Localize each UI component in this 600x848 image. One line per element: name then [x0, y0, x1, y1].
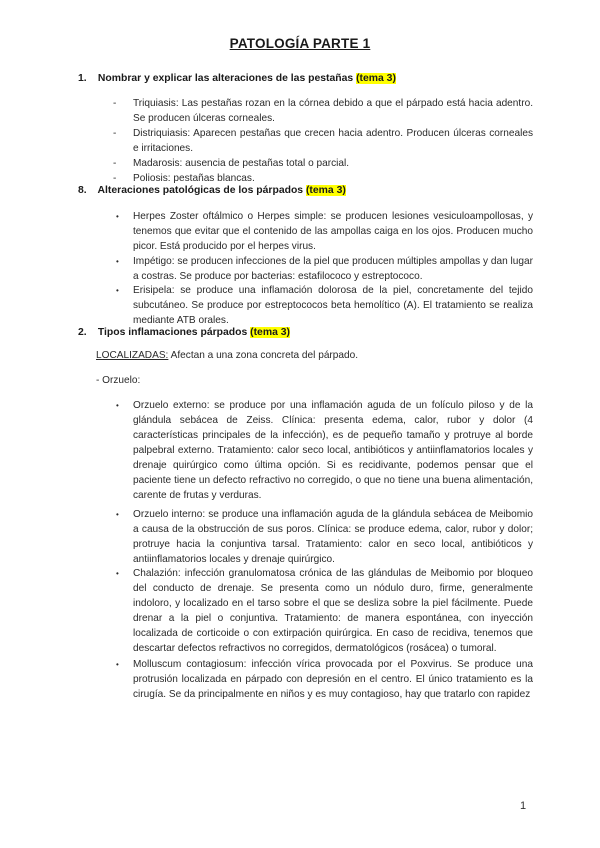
dot-bullet: •: [116, 286, 119, 295]
list-item-impetigo: Impétigo: se producen infecciones de la piel que producen múltiples ampollas y dan lugar a costras. Se produce por bacterias: estafilococo y estreptococo.: [133, 256, 533, 282]
dash-bullet: -: [113, 98, 117, 109]
dot-bullet: •: [116, 660, 119, 669]
section-heading-8: [78, 185, 346, 196]
dot-bullet: •: [116, 212, 119, 221]
dash-bullet: -: [113, 158, 117, 169]
subheading-text: Afectan a una zona concreta del párpado.: [168, 350, 359, 361]
section-heading-1: [78, 73, 396, 84]
list-item-orzuelo-interno: Orzuelo interno: se produce una inflamación aguda de la glándula sebácea de Meibomio a causa de la obstrucción de sus poros. Clínica: se produce edema, calor, rubor y dolor; protruye hacia la conjuntiva tarsal. Tratamiento: calor en seco local, antibióticos y antiinflamatorios locales y drenaje quirúrgico.: [133, 509, 533, 565]
section-title: Nombrar y explicar las alteraciones de las pestañas: [97, 73, 354, 84]
section-number: 8.: [78, 185, 87, 196]
list-item-poliosis: Poliosis: pestañas blancas.: [133, 173, 255, 184]
dot-bullet: •: [116, 569, 119, 578]
list-item-herpes: Herpes Zoster oftálmico o Herpes simple: se producen lesiones vesiculoampollosas, y tenemos que evitar que el contenido de las ampollas caiga en los ojos. Producen mucho picor. Está producido por el herpes virus.: [133, 211, 533, 252]
list-item-molluscum: Molluscum contagiosum: infección vírica provocada por el Poxvirus. Se produce una protrusión localizada en párpado con depresión en el centro. El único tratamiento es la cirugía. Se da principalmente en niños y es muy contagioso, hay que tratarlo con rapidez: [133, 659, 533, 700]
orzuelo-label: - Orzuelo:: [96, 375, 141, 386]
dot-bullet: •: [116, 401, 119, 410]
topic-tag: (tema 3): [356, 73, 396, 84]
dash-bullet: -: [113, 128, 117, 139]
localizadas-line: [96, 350, 358, 361]
section-title: Alteraciones patológicas de los párpados: [97, 185, 304, 196]
list-item-distriquiasis: Distriquiasis: Aparecen pestañas que crecen hacia adentro. Producen úlceras corneales e irritaciones.: [133, 128, 533, 154]
list-item-chalazion: Chalazión: infección granulomatosa crónica de las glándulas de Meibomio por bloqueo del conducto de drenaje. Se presenta como un nódulo duro, firme, generalmente indoloro, y localizado en el tarso sobre el que se desliza sobre la piel fácilmente. Puede drenar a la piel o conjuntiva. Tratamiento: de manera espontánea, con inyección localizada de corticoide o con extirpación quirúrgica. En caso de recidiva, tenemos que descartar defectos refractivos no corregidos, dermatológicos (rosácea) o tumoral.: [133, 568, 533, 654]
section-title: Tipos inflamaciones párpados: [97, 327, 248, 338]
section-number: 1.: [78, 73, 87, 84]
dot-bullet: •: [116, 510, 119, 519]
list-item-madarosis: Madarosis: ausencia de pestañas total o parcial.: [133, 158, 350, 169]
list-item-triquiasis: Triquiasis: Las pestañas rozan en la córnea debido a que el párpado está hacia adentro. Se producen úlceras corneales.: [133, 98, 533, 124]
document-title: PATOLOGÍA PARTE 1: [229, 36, 371, 51]
dash-bullet: -: [113, 173, 117, 184]
page-number: 1: [520, 800, 527, 812]
topic-tag: (tema 3): [305, 185, 346, 196]
topic-tag: (tema 3): [250, 327, 290, 338]
subheading-label: LOCALIZADAS:: [96, 350, 169, 361]
section-heading-2: [78, 327, 290, 338]
list-item-orzuelo-externo: Orzuelo externo: se produce por una inflamación aguda de un folículo piloso y de la glándula sebácea de Zeiss. Clínica: presenta edema, calor, rubor y dolor (4 características principales de la infección), es de pequeño tamaño y protruye al borde palpebral externo. Tratamiento: calor seco local, antibióticos y antiinflamatorios locales y drenaje quirúrgico como última opción. Si es recidivante, podemos pensar que el paciente tiene un defecto refractivo no corregido, o que no tiene una buena alimentación, carente de frutas y verduras.: [133, 400, 533, 501]
list-item-erisipela: Erisipela: se produce una inflamación dolorosa de la piel, concretamente del tejido subcutáneo. Se produce por estreptococos beta hemolítico (A). El tratamiento se realiza mediante ATB orales.: [133, 285, 533, 326]
section-number: 2.: [78, 327, 87, 338]
dot-bullet: •: [116, 257, 119, 266]
